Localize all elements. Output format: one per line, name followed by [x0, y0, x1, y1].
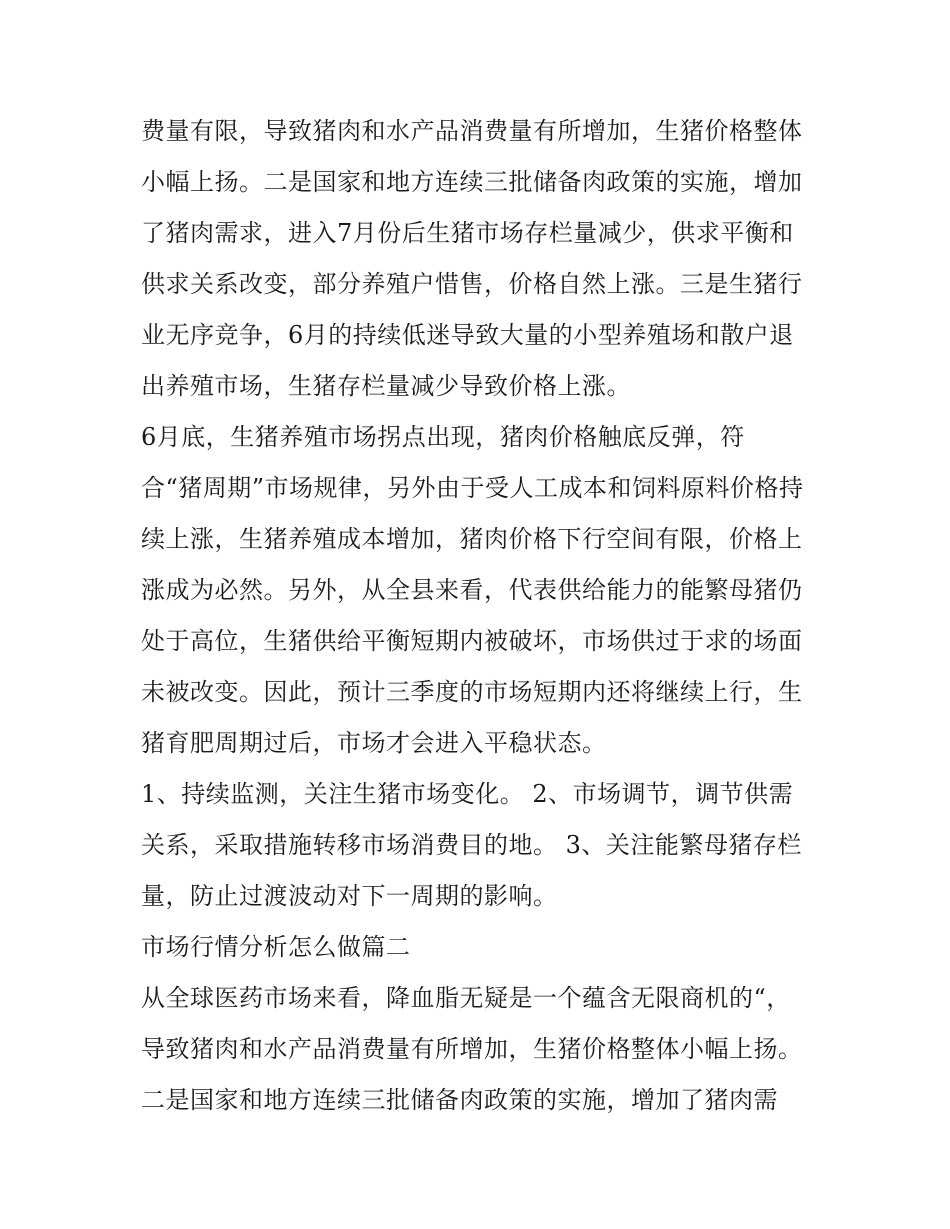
text-line: 猪育肥周期过后，市场才会进入平稳状态。: [141, 729, 607, 757]
text-line: 关系，采取措施转移市场消费目的地。 3、关注能繁母猪存栏: [141, 831, 802, 859]
paragraph-pork-price-factors: [141, 106, 821, 412]
paragraph-recommendations: [141, 769, 821, 922]
text-line: 业无序竞争，6月的持续低迷导致大量的小型养殖场和散户退: [141, 321, 794, 349]
text-line: 未被改变。因此，预计三季度的市场短期内还将继续上行，生: [141, 678, 803, 706]
document-body: [141, 106, 821, 1126]
heading-line: 市场行情分析怎么做篇二: [141, 933, 411, 961]
text-line: 出养殖市场，生猪存栏量减少导致价格上涨。: [141, 372, 631, 400]
paragraph-market-turning-point: [141, 412, 821, 769]
text-line: 1、持续监测，关注生猪市场变化。 2、市场调节，调节供需: [141, 780, 794, 808]
text-line: 供求关系改变，部分养殖户惜售，价格自然上涨。三是生猪行: [141, 270, 803, 298]
paragraph-global-pharma-market: [141, 973, 821, 1126]
section-heading: [141, 922, 821, 973]
text-line: 续上涨，生猪养殖成本增加，猪肉价格下行空间有限，价格上: [141, 525, 803, 553]
text-line: 从全球医药市场来看，降血脂无疑是一个蕴含无限商机的“，: [141, 984, 791, 1012]
text-line: 合“猪周期”市场规律，另外由于受人工成本和饲料原料价格持: [141, 474, 804, 502]
text-line: 涨成为必然。另外，从全县来看，代表供给能力的能繁母猪仍: [141, 576, 803, 604]
text-line: 了猪肉需求，进入7月份后生猪市场存栏量减少，供求平衡和: [141, 219, 794, 247]
text-line: 导致猪肉和水产品消费量有所增加，生猪价格整体小幅上扬。: [141, 1035, 803, 1063]
text-line: 二是国家和地方连续三批储备肉政策的实施，增加了猪肉需: [141, 1086, 778, 1114]
text-line: 小幅上扬。二是国家和地方连续三批储备肉政策的实施，增加: [141, 168, 803, 196]
text-line: 处于高位，生猪供给平衡短期内被破坏，市场供过于求的场面: [141, 627, 803, 655]
text-line: 量，防止过渡波动对下一周期的影响。: [141, 882, 558, 910]
text-line: 6月底，生猪养殖市场拐点出现，猪肉价格触底反弹，符: [141, 423, 745, 451]
text-line: 费量有限，导致猪肉和水产品消费量有所增加，生猪价格整体: [141, 117, 803, 145]
